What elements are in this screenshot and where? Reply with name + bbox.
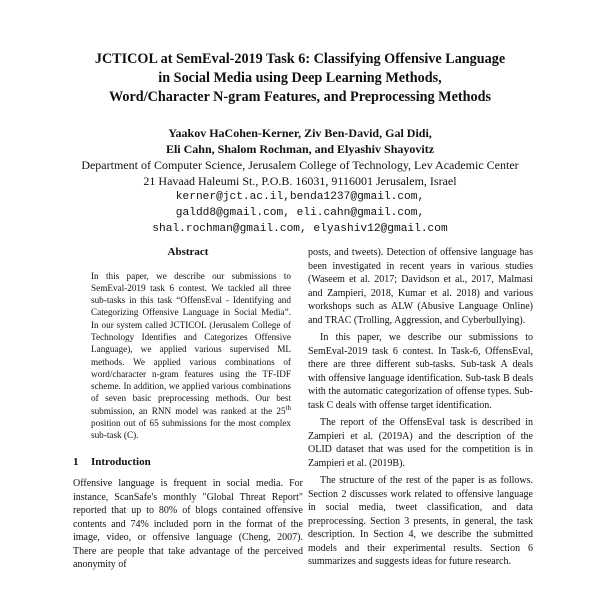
author-names-line-1: Yaakov HaCohen-Kerner, Ziv Ben-David, Gal Didi,	[168, 126, 432, 140]
introduction-paragraph: Offensive language is frequent in social media. For instance, ScanSafe's monthly "Global Threat Report" reported that up to 80% of blogs contained offensive contents and 74% included porn in the format of the image, video, or offensive language (Cheng, 2007). There are people that take advantage of the perceived anonymity of	[73, 478, 303, 571]
rank-ordinal-suffix: th	[285, 403, 291, 412]
paper-title	[40, 50, 560, 107]
author-block	[40, 125, 560, 237]
email-line-1[interactable]: kerner@jct.ac.il,benda1237@gmail.com,	[175, 191, 425, 203]
abstract-text-end: position out of 65 submissions for the most complex sub-task (C).	[91, 418, 291, 441]
author-names-line-2: Eli Cahn, Shalom Rochman, and Elyashiv Shayovitz	[165, 142, 435, 156]
section-number: 1	[73, 455, 79, 468]
email-line-3[interactable]: shal.rochman@gmail.com, elyashiv12@gmail.com	[152, 223, 448, 235]
abstract-text-main: In this paper, we describe our submissions to SemEval-2019 task 6 contest. We tackled all three sub-tasks in this task “OffensEval - Identifying and Categorizing Offensive Language in Social Media”. In our system called JCTICOL (Jerusalem College of Technology Identifies and Categorizes Offensive Language), we applied various supervised ML methods. We applied various combinations of word/character n-gram features using the TF-IDF scheme. In addition, we applied various combinations of seven basic preprocessing methods. Our best submission, an RNN model was ranked at the 25	[91, 270, 291, 416]
affiliation: Department of Computer Science, Jerusalem College of Technology, Lev Academic Center	[81, 158, 519, 172]
right-paragraph-1: posts, and tweets). Detection of offensive language has been investigated in recent years in various studies (Waseem et al. 2017; Davidson et al., 2017, Malmasi and Zampieri, 2018, Kumar et al. 2018) and various workshops such as ALW (Abusive Language Online) and TRAC (Trolling, Aggression, and Cyberbullying).	[308, 247, 533, 326]
abstract-heading: Abstract	[167, 246, 209, 258]
right-paragraph-3: The report of the OffensEval task is described in Zampieri et al. (2019A) and the description of the OLID dataset that was used for the competition is in Zampieri et al. (2019B).	[308, 417, 533, 469]
right-column	[308, 246, 533, 569]
email-line-2[interactable]: galdd8@gmail.com, eli.cahn@gmail.com,	[175, 207, 425, 219]
section-title: Introduction	[91, 455, 151, 468]
introduction-heading	[73, 456, 303, 470]
right-paragraph-2: In this paper, we describe our submissions to SemEval-2019 task 6 contest. In Task-6, OffensEval, there are three different sub-tasks. Sub-task A deals with offensive language identification. Sub-task B deals with the automatic categorization of offense types. Sub-task C deals with offense target identification.	[308, 332, 533, 411]
left-column	[73, 246, 303, 572]
address: 21 Havaad Haleumi St., P.O.B. 16031, 9116001 Jerusalem, Israel	[143, 174, 457, 188]
abstract-text	[91, 270, 291, 442]
right-paragraph-4: The structure of the rest of the paper is as follows. Section 2 discusses work related to offensive language in social media, tweet classification, and data preprocessing. Section 3 presents, in general, the task description. In Section 4, we describe the submitted models and their experimental results. Section 6 summarizes and suggests ideas for future research.	[308, 475, 533, 567]
title-line-1: JCTICOL at SemEval-2019 Task 6: Classifying Offensive Language	[94, 51, 506, 67]
title-line-2: in Social Media using Deep Learning Methods,	[158, 70, 442, 86]
title-line-3: Word/Character N-gram Features, and Preprocessing Methods	[109, 89, 491, 105]
